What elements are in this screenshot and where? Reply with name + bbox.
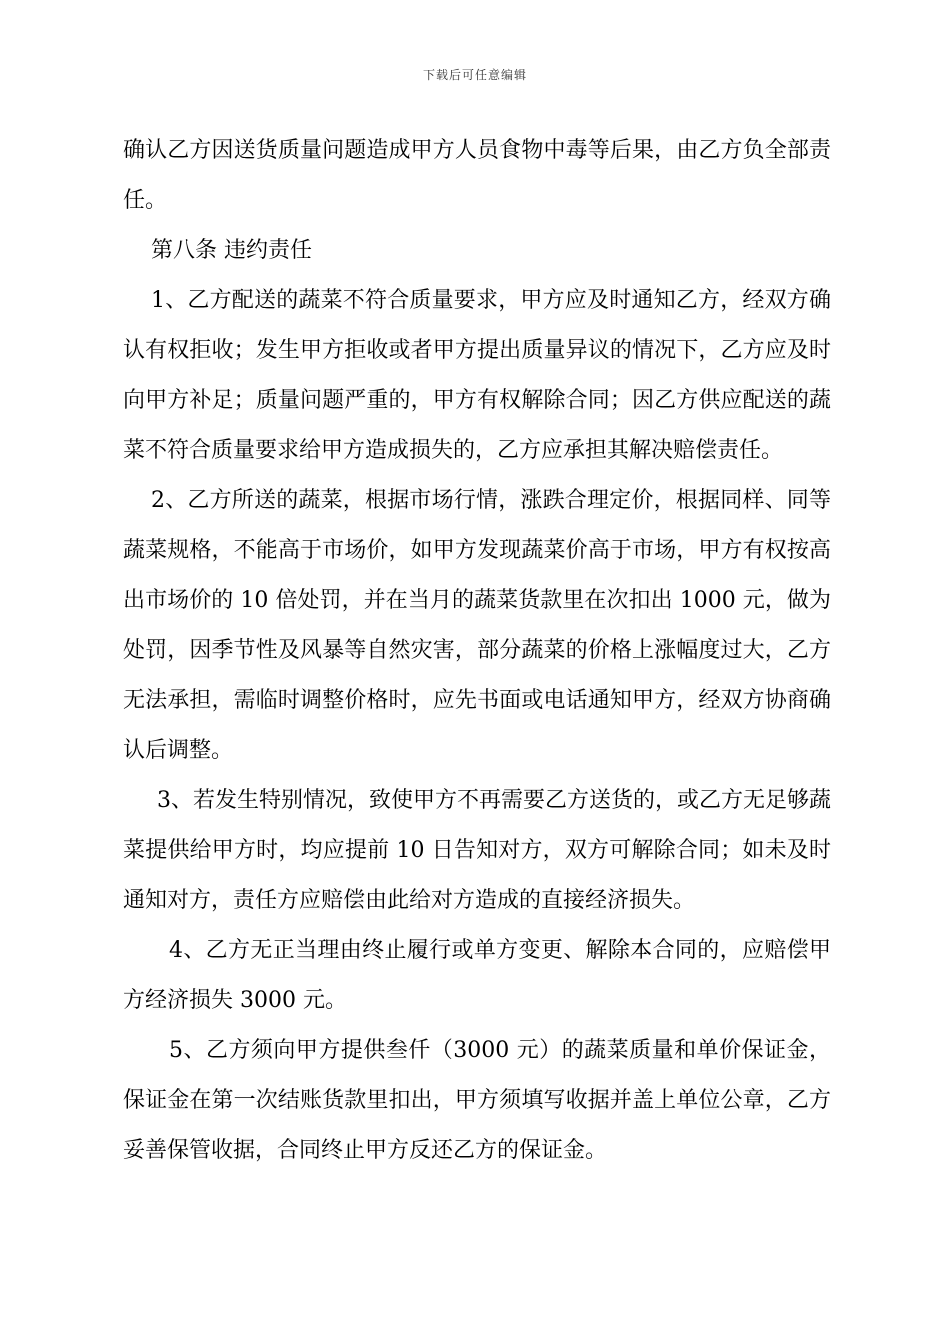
clause-4: 4、乙方无正当理由终止履行或单方变更、解除本合同的，应赔偿甲方经济损失 3000 元。 — [123, 938, 831, 1013]
clause-2: 2、乙方所送的蔬菜，根据市场行情，涨跌合理定价，根据同样、同等蔬菜规格，不能高于市场价，如甲方发现蔬菜价高于市场，甲方有权按高出市场价的 10 倍处罚，并在当月的蔬菜货款里在次扣出 1000 元，做为处罚，因季节性及风暴等自然灾害，部分蔬菜的价格上涨幅度过大，乙方无法承担，需临时调整价格时，应先书面或电话通知甲方，经双方协商确认后调整。 — [123, 488, 831, 763]
page-header-note: 下载后可任意编辑 — [422, 68, 527, 82]
clause-1: 1、乙方配送的蔬菜不符合质量要求，甲方应及时通知乙方，经双方确认有权拒收；发生甲方拒收或者甲方提出质量异议的情况下，乙方应及时向甲方补足；质量问题严重的，甲方有权解除合同；因乙方供应配送的蔬菜不符合质量要求给甲方造成损失的，乙方应承担其解决赔偿责任。 — [123, 288, 831, 463]
article-heading: 第八条 违约责任 — [151, 238, 312, 263]
clause-5: 5、乙方须向甲方提供叁仟（3000 元）的蔬菜质量和单价保证金，保证金在第一次结账货款里扣出，甲方须填写收据并盖上单位公章，乙方妥善保管收据，合同终止甲方反还乙方的保证金。 — [123, 1038, 831, 1163]
paragraph-continuation: 确认乙方因送货质量问题造成甲方人员食物中毒等后果，由乙方负全部责任。 — [123, 138, 831, 213]
document-body — [123, 126, 831, 1176]
clause-3: 3、若发生特别情况，致使甲方不再需要乙方送货的，或乙方无足够蔬菜提供给甲方时，均应提前 10 日告知对方，双方可解除合同；如未及时通知对方，责任方应赔偿由此给对方造成的直接经济损失。 — [123, 788, 831, 913]
